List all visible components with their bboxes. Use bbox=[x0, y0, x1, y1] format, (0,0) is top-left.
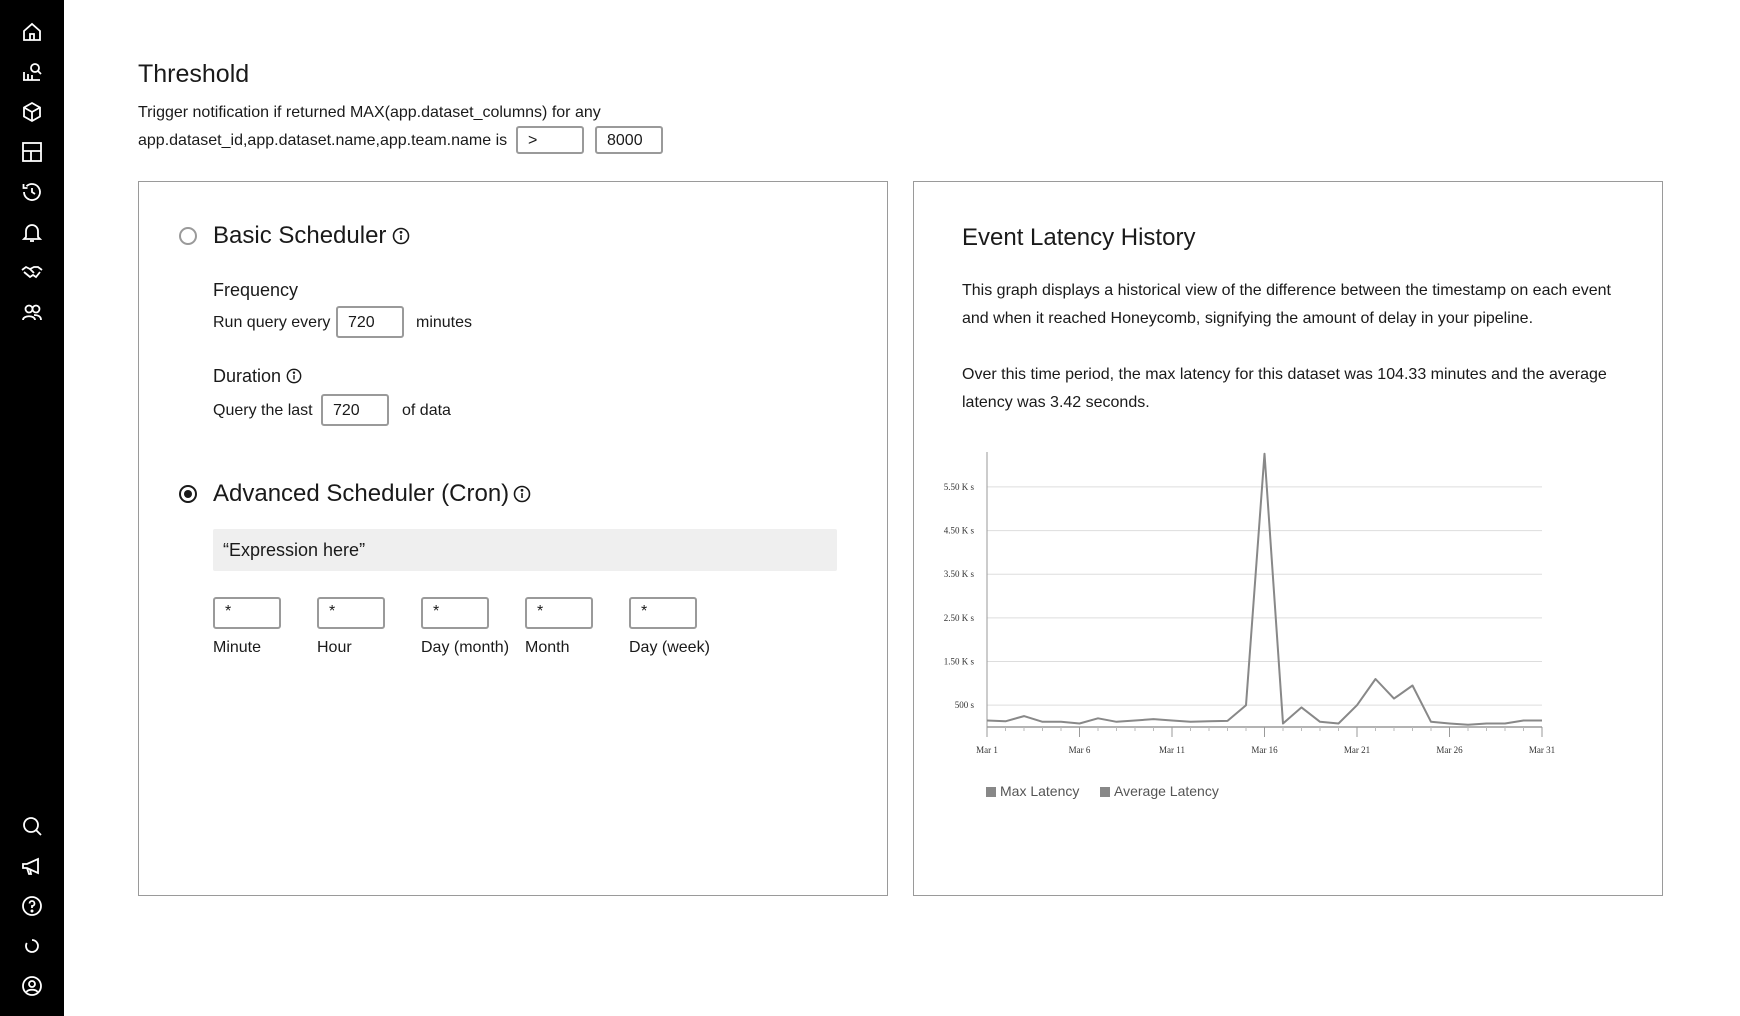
legend-average-latency-label: Average Latency bbox=[1114, 783, 1219, 799]
legend-max-latency-swatch bbox=[986, 787, 996, 797]
triggers-bell-icon[interactable] bbox=[20, 220, 44, 244]
search-icon[interactable] bbox=[20, 814, 44, 838]
sidebar-nav bbox=[0, 0, 64, 1016]
query-last-duration-input[interactable]: 720 bbox=[321, 394, 389, 426]
cron-hour-input[interactable]: * bbox=[317, 597, 385, 629]
latency-summary: Over this time period, the max latency for this dataset was 104.33 minutes and the average latency was 3.42 seconds. bbox=[962, 366, 1607, 411]
cron-day-month-label: Day (month) bbox=[421, 639, 510, 656]
cron-expression-field[interactable]: “Expression here” bbox=[213, 529, 837, 571]
y-tick-label: 3.50 K s bbox=[943, 569, 974, 580]
y-tick-label: 4.50 K s bbox=[943, 525, 974, 536]
history-icon[interactable] bbox=[20, 180, 44, 204]
datasets-icon[interactable] bbox=[20, 100, 44, 124]
loading-icon bbox=[20, 934, 44, 958]
account-icon[interactable] bbox=[20, 974, 44, 998]
x-tick-label: Mar 26 bbox=[1436, 745, 1463, 755]
x-tick-label: Mar 31 bbox=[1528, 745, 1556, 755]
cron-day-week-input[interactable]: * bbox=[629, 597, 697, 629]
threshold-description-line2: app.dataset_id,app.dataset.name,app.team.name is bbox=[138, 132, 508, 149]
latency-chart-title: Event Latency History bbox=[962, 224, 1196, 251]
cron-day-month-input[interactable]: * bbox=[421, 597, 489, 629]
cron-month-label: Month bbox=[525, 639, 570, 656]
cron-minute-label: Minute bbox=[213, 639, 262, 656]
query-last-suffix: of data bbox=[402, 402, 451, 419]
team-icon[interactable] bbox=[20, 300, 44, 324]
threshold-title: Threshold bbox=[138, 60, 250, 88]
advanced-scheduler-radio[interactable] bbox=[179, 485, 197, 503]
basic-scheduler-title: Basic Scheduler bbox=[213, 222, 387, 249]
legend-max-latency-label: Max Latency bbox=[1000, 783, 1080, 799]
advanced-scheduler-info-icon[interactable] bbox=[513, 485, 531, 503]
help-icon[interactable] bbox=[20, 894, 44, 918]
announcements-megaphone-icon[interactable] bbox=[20, 854, 44, 878]
latency-description: This graph displays a historical view of the difference between the timestamp on each event and when it reached Honeycomb, signifying the amount of delay in your pipeline. bbox=[962, 282, 1611, 327]
y-tick-label: 2.50 K s bbox=[943, 612, 974, 623]
run-query-prefix: Run query every bbox=[213, 314, 331, 331]
integrations-handshake-icon[interactable] bbox=[20, 260, 44, 284]
series-line-max-latency bbox=[987, 454, 1542, 725]
latency-panel bbox=[913, 181, 1663, 896]
frequency-label: Frequency bbox=[213, 280, 299, 300]
legend-average-latency[interactable] bbox=[1100, 782, 1219, 800]
legend-max-latency[interactable] bbox=[986, 782, 1079, 800]
x-tick-label: Mar 16 bbox=[1251, 745, 1278, 755]
home-icon[interactable] bbox=[20, 20, 44, 44]
cron-hour-label: Hour bbox=[317, 639, 352, 656]
boards-icon[interactable] bbox=[20, 140, 44, 164]
advanced-scheduler-title: Advanced Scheduler (Cron) bbox=[213, 480, 510, 507]
run-every-minutes-input[interactable]: 720 bbox=[336, 306, 404, 338]
y-tick-label: 1.50 K s bbox=[943, 656, 974, 667]
x-tick-label: Mar 1 bbox=[976, 745, 998, 755]
x-tick-label: Mar 11 bbox=[1159, 745, 1185, 755]
cron-minute-input[interactable]: * bbox=[213, 597, 281, 629]
duration-info-icon[interactable] bbox=[286, 368, 302, 384]
threshold-operator-input[interactable]: > bbox=[516, 126, 584, 154]
query-builder-icon[interactable] bbox=[20, 60, 44, 84]
legend-average-latency-swatch bbox=[1100, 787, 1110, 797]
scheduler-panel bbox=[138, 181, 888, 896]
y-tick-label: 5.50 K s bbox=[943, 481, 974, 492]
x-tick-label: Mar 6 bbox=[1068, 745, 1091, 755]
y-tick-label: 500 s bbox=[954, 700, 974, 711]
basic-scheduler-info-icon[interactable] bbox=[392, 227, 410, 245]
cron-day-week-label: Day (week) bbox=[629, 639, 710, 656]
duration-label: Duration bbox=[213, 366, 282, 386]
query-last-prefix: Query the last bbox=[213, 402, 313, 419]
run-query-suffix: minutes bbox=[416, 314, 473, 331]
threshold-description-line1: Trigger notification if returned MAX(app.dataset_columns) for any bbox=[138, 104, 601, 121]
x-tick-label: Mar 21 bbox=[1343, 745, 1371, 755]
cron-month-input[interactable]: * bbox=[525, 597, 593, 629]
basic-scheduler-radio[interactable] bbox=[179, 227, 197, 245]
threshold-value-input[interactable]: 8000 bbox=[595, 126, 663, 154]
